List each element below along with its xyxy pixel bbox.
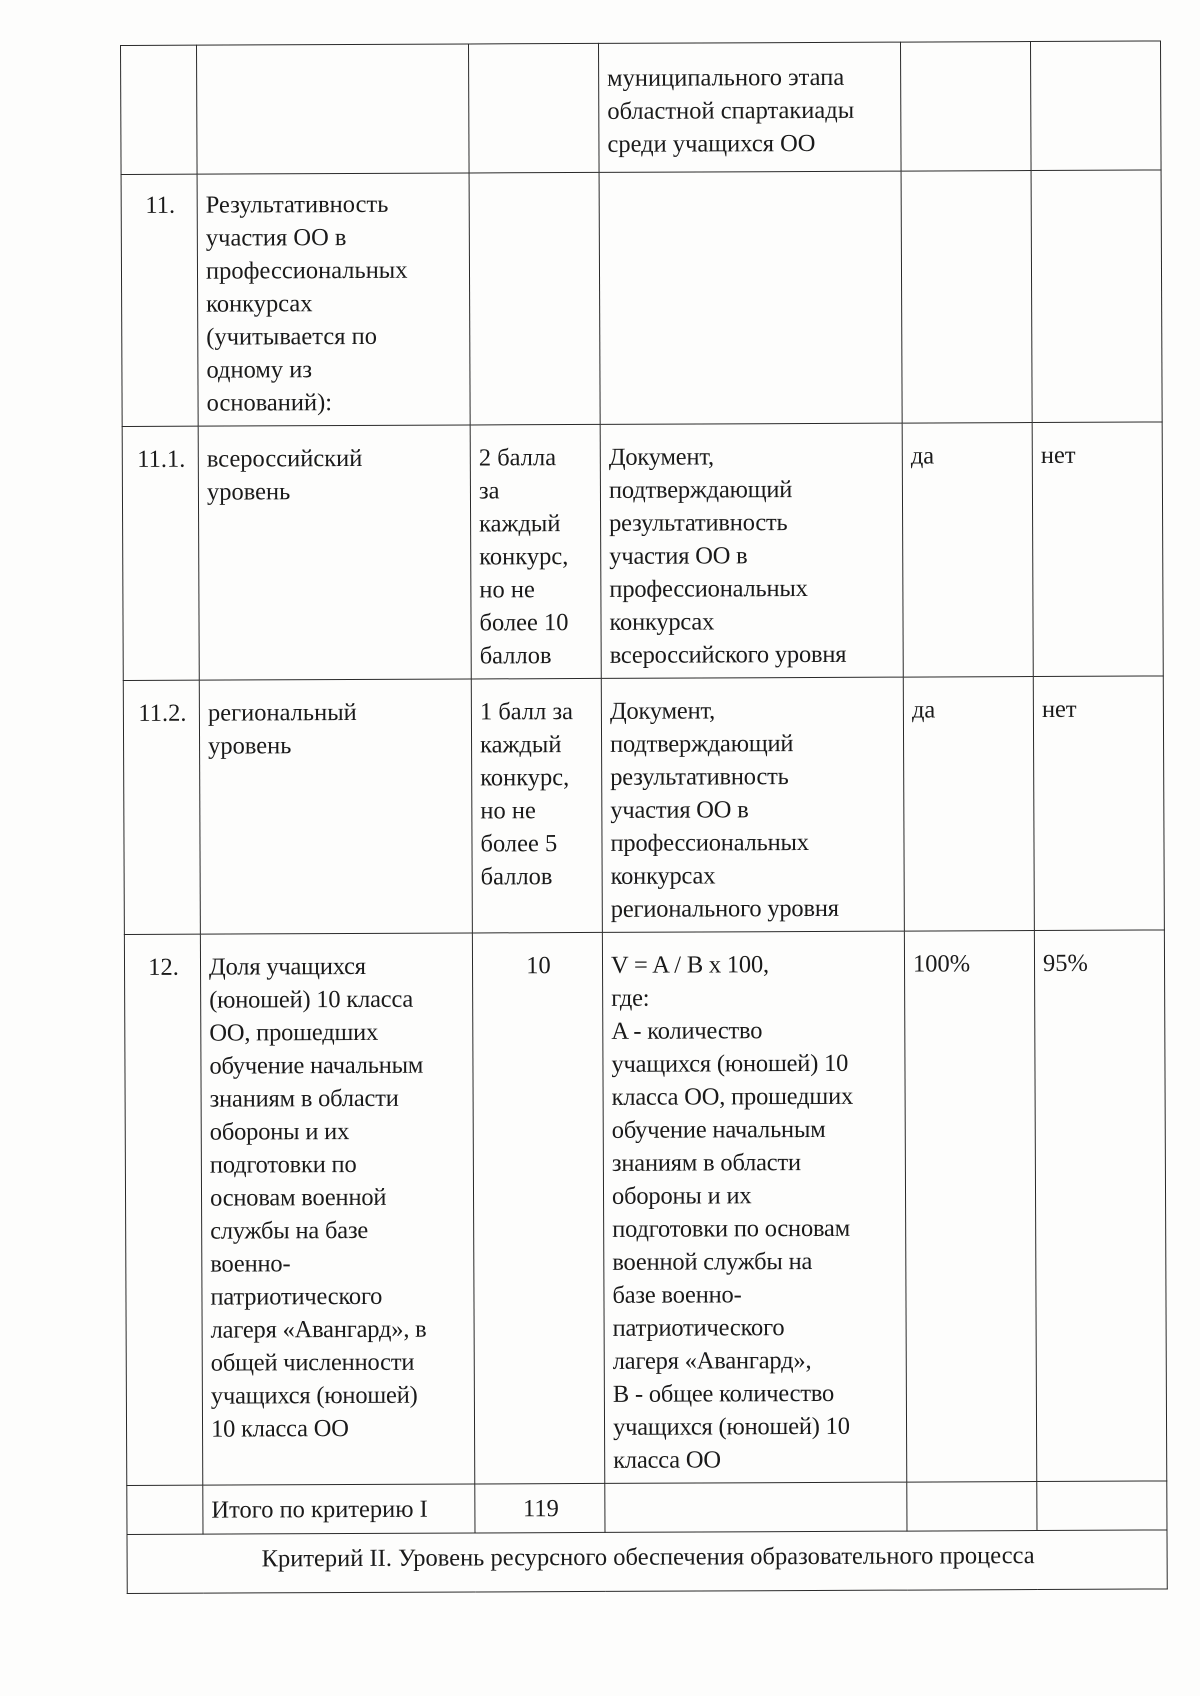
- calculation-text: V = A / B x 100, где: A - количество учащихся (юношей) 10 класса ОО, прошедших обучение начальным знаниям в области обороны и их подготовки по основам военной службы на базе военно- патриотического лагеря «Авангард», B - общее количество учащихся (юношей) 10 класса ОО: [610, 951, 854, 1474]
- indicator-name-cell: [197, 44, 470, 174]
- calculation-cell: [598, 42, 901, 172]
- row-number-cell: 11.1.: [122, 426, 199, 680]
- calculation-text: Документ, подтверждающий результативность участия ОО в профессиональных конкурсах всероссийского уровня: [608, 443, 847, 669]
- indicator-name-cell: [200, 933, 474, 1485]
- table-row: [122, 422, 1163, 681]
- base-value-cell: нет: [1033, 676, 1164, 931]
- calculation-text: Документ, подтверждающий результативность участия ОО в профессиональных конкурсах регионального уровня: [609, 697, 839, 923]
- row-number-cell: 11.2.: [123, 680, 200, 934]
- target-value-cell: да: [902, 423, 1033, 678]
- table-row: [121, 41, 1162, 175]
- base-value-cell: [1031, 170, 1162, 423]
- base-value-cell: [1037, 1481, 1167, 1531]
- calculation-cell: [602, 931, 906, 1483]
- indicator-name-cell: [197, 173, 470, 426]
- criterion-heading-row: [127, 1530, 1167, 1594]
- indicator-name-text: Результативность участия ОО в профессиональных конкурсах (учитывается по одному из оснований):: [205, 190, 408, 417]
- total-points-cell: 119: [475, 1483, 605, 1533]
- target-value-cell: [901, 171, 1032, 424]
- max-points-cell: [468, 43, 599, 173]
- criteria-table: [120, 40, 1168, 1594]
- max-points-cell: [469, 172, 600, 425]
- calculation-cell: [601, 677, 904, 932]
- max-points-cell: [470, 424, 601, 679]
- indicator-name-cell: [198, 425, 471, 680]
- max-points-cell: [471, 678, 602, 933]
- indicator-name-text: всероссийский уровень: [206, 444, 363, 506]
- total-row: [127, 1481, 1167, 1535]
- table-row: [124, 930, 1166, 1486]
- row-number-cell: [127, 1485, 203, 1534]
- calculation-cell: [600, 423, 903, 678]
- base-value-cell: [1030, 41, 1161, 171]
- total-label-cell: Итого по критерию I: [203, 1484, 475, 1534]
- row-number-cell: 11.: [121, 174, 198, 426]
- indicator-name-text: Доля учащихся (юношей) 10 класса ОО, прошедших обучение начальным знаниям в области обороны и их подготовки по основам военной службы на базе военно- патриотического лагеря «Авангард», в общей численности учащихся (юношей) 10 класса ОО: [208, 952, 427, 1443]
- max-points-cell: 10: [472, 932, 604, 1484]
- target-value-cell: [900, 42, 1031, 172]
- max-points-text: 1 балл за каждый конкурс, но не более 5 баллов: [479, 698, 574, 891]
- row-number-cell: [121, 45, 198, 174]
- table-row: [123, 676, 1164, 935]
- max-points-text: 2 балла за каждый конкурс, но не более 10 баллов: [478, 444, 569, 670]
- calculation-cell: [605, 1482, 907, 1532]
- base-value-cell: 95%: [1034, 930, 1166, 1482]
- calculation-cell: [599, 171, 902, 424]
- calculation-text: муниципального этапа областной спартакиады среди учащихся ОО: [607, 63, 855, 158]
- target-value-cell: да: [903, 677, 1034, 932]
- base-value-cell: нет: [1032, 422, 1163, 677]
- criterion-heading: Критерий II. Уровень ресурсного обеспечения образовательного процесса: [127, 1530, 1167, 1594]
- indicator-name-cell: [199, 679, 472, 934]
- target-value-cell: [907, 1482, 1037, 1532]
- target-value-cell: 100%: [904, 931, 1036, 1483]
- indicator-name-text: региональный уровень: [207, 698, 357, 760]
- table-row: [121, 170, 1162, 427]
- row-number-cell: 12.: [124, 934, 202, 1485]
